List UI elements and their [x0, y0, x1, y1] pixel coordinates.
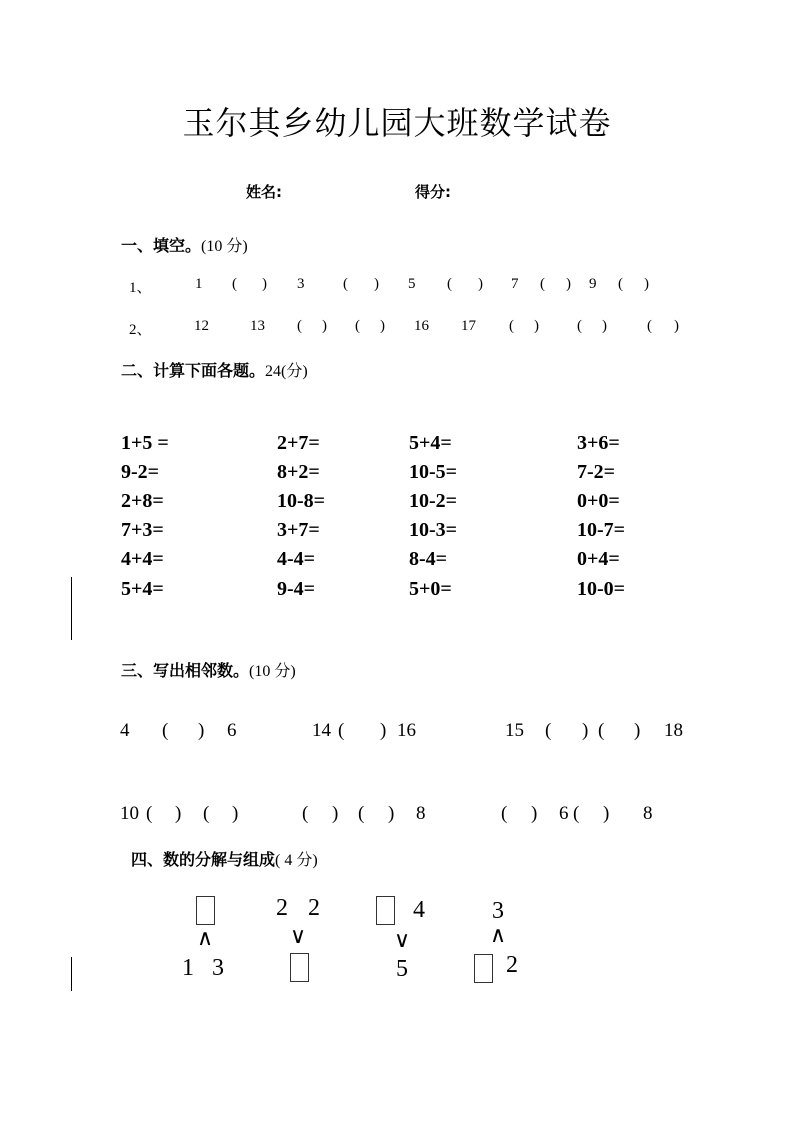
fill-cell: (: [509, 318, 514, 334]
calc-item: 7-2=: [577, 461, 616, 483]
calc-item: 10-3=: [409, 519, 458, 541]
neighbor-cell: ): [634, 720, 641, 741]
part-digit: 2: [506, 952, 518, 978]
neighbor-cell: (: [358, 803, 365, 824]
fill-cell: 13: [250, 318, 265, 334]
margin-line-top: [71, 577, 72, 640]
neighbor-cell: ): [603, 803, 610, 824]
neighbor-cell: (: [573, 803, 580, 824]
neighbor-cell: 6: [559, 803, 569, 824]
neighbor-cell: (: [146, 803, 153, 824]
fill-cell: 1: [195, 276, 203, 292]
fill-cell: 12: [194, 318, 209, 334]
fill-cell: (: [577, 318, 582, 334]
neighbor-cell: (: [162, 720, 169, 741]
fill-cell: ): [566, 276, 571, 292]
neighbor-cell: (: [338, 720, 345, 741]
total-digit: 5: [396, 956, 408, 982]
score-label: 得分:: [415, 183, 451, 201]
fill-cell: 3: [297, 276, 305, 292]
fill-cell: 16: [414, 318, 429, 334]
calc-item: 10-8=: [277, 490, 326, 512]
neighbor-cell: (: [501, 803, 508, 824]
calc-item: 8+2=: [277, 461, 320, 483]
neighbor-cell: 6: [227, 720, 237, 741]
part-digit: 4: [413, 897, 425, 923]
section-4-heading: [131, 847, 318, 870]
neighbor-cell: ): [175, 803, 182, 824]
answer-box: [474, 954, 493, 983]
calc-item: 0+0=: [577, 490, 620, 512]
fill-cell: ): [380, 318, 385, 334]
join-symbol: ∨: [290, 924, 307, 949]
neighbor-cell: (: [302, 803, 309, 824]
section-4-score: ( 4 分): [275, 852, 318, 869]
fill-cell: ): [374, 276, 379, 292]
calc-item: 5+4=: [409, 432, 452, 454]
calc-item: 10-2=: [409, 490, 458, 512]
section-3-title: 三、写出相邻数。: [121, 661, 250, 680]
neighbor-cell: ): [198, 720, 205, 741]
neighbor-cell: ): [232, 803, 239, 824]
margin-line-bottom: [71, 957, 72, 991]
neighbor-cell: 4: [120, 720, 130, 741]
part-digit: 2: [308, 895, 320, 921]
section-1-heading: [121, 233, 248, 256]
calc-item: 10-5=: [409, 461, 458, 483]
fill-cell: ): [644, 276, 649, 292]
neighbor-cell: ): [388, 803, 395, 824]
fill-cell: ): [478, 276, 483, 292]
neighbor-cell: ): [582, 720, 589, 741]
fill-cell: ): [262, 276, 267, 292]
part-digit: 1: [182, 955, 194, 981]
calc-item: 4+4=: [121, 548, 164, 570]
section-4-title: 四、数的分解与组成: [131, 850, 276, 869]
calc-item: 5+0=: [409, 578, 452, 600]
fill-cell: (: [618, 276, 623, 292]
neighbor-cell: (: [598, 720, 605, 741]
page-title: 玉尔其乡幼儿园大班数学试卷: [182, 104, 612, 142]
total-digit: 3: [492, 898, 504, 924]
section-2-title: 二、计算下面各题。: [121, 361, 266, 380]
section-3-heading: [121, 658, 296, 681]
calc-item: 0+4=: [577, 548, 620, 570]
fill-cell: 2、: [129, 322, 152, 338]
neighbor-cell: 15: [505, 720, 524, 741]
calc-item: 1+5 =: [121, 432, 169, 454]
section-1-score: (10 分): [201, 238, 248, 255]
split-symbol: ∧: [490, 923, 507, 948]
neighbor-cell: ): [332, 803, 339, 824]
section-2-score: 24(分): [265, 363, 308, 380]
fill-cell: (: [232, 276, 237, 292]
fill-cell: 9: [589, 276, 597, 292]
fill-cell: 1、: [129, 280, 152, 296]
neighbor-cell: 14: [312, 720, 331, 741]
calc-item: 2+7=: [277, 432, 320, 454]
neighbor-cell: ): [380, 720, 387, 741]
fill-cell: (: [647, 318, 652, 334]
fill-cell: (: [343, 276, 348, 292]
fill-cell: (: [297, 318, 302, 334]
fill-cell: ): [674, 318, 679, 334]
fill-cell: 7: [511, 276, 519, 292]
neighbor-cell: 10: [120, 803, 139, 824]
join-symbol: ∨: [394, 928, 411, 953]
neighbor-cell: (: [545, 720, 552, 741]
neighbor-cell: ): [531, 803, 538, 824]
neighbor-cell: 8: [416, 803, 426, 824]
part-digit: 3: [212, 955, 224, 981]
calc-item: 10-7=: [577, 519, 626, 541]
answer-box: [290, 953, 309, 982]
part-digit: 2: [276, 895, 288, 921]
section-1-title: 一、填空。: [121, 236, 202, 255]
neighbor-cell: (: [203, 803, 210, 824]
answer-box: [376, 896, 395, 925]
calc-item: 9-4=: [277, 578, 316, 600]
fill-cell: (: [447, 276, 452, 292]
calc-item: 7+3=: [121, 519, 164, 541]
calc-item: 3+7=: [277, 519, 320, 541]
calc-item: 3+6=: [577, 432, 620, 454]
calc-item: 8-4=: [409, 548, 448, 570]
neighbor-cell: 16: [397, 720, 416, 741]
split-symbol: ∧: [197, 926, 214, 951]
fill-cell: 17: [461, 318, 476, 334]
calc-item: 10-0=: [577, 578, 626, 600]
name-label: 姓名:: [246, 183, 282, 201]
section-3-score: (10 分): [249, 663, 296, 680]
fill-cell: ): [322, 318, 327, 334]
calc-item: 2+8=: [121, 490, 164, 512]
calc-item: 4-4=: [277, 548, 316, 570]
calc-item: 5+4=: [121, 578, 164, 600]
fill-cell: (: [355, 318, 360, 334]
fill-cell: ): [602, 318, 607, 334]
fill-cell: 5: [408, 276, 416, 292]
fill-cell: ): [534, 318, 539, 334]
answer-box: [196, 896, 215, 925]
calc-item: 9-2=: [121, 461, 160, 483]
neighbor-cell: 18: [664, 720, 683, 741]
fill-cell: (: [540, 276, 545, 292]
section-2-heading: [121, 358, 308, 381]
neighbor-cell: 8: [643, 803, 653, 824]
